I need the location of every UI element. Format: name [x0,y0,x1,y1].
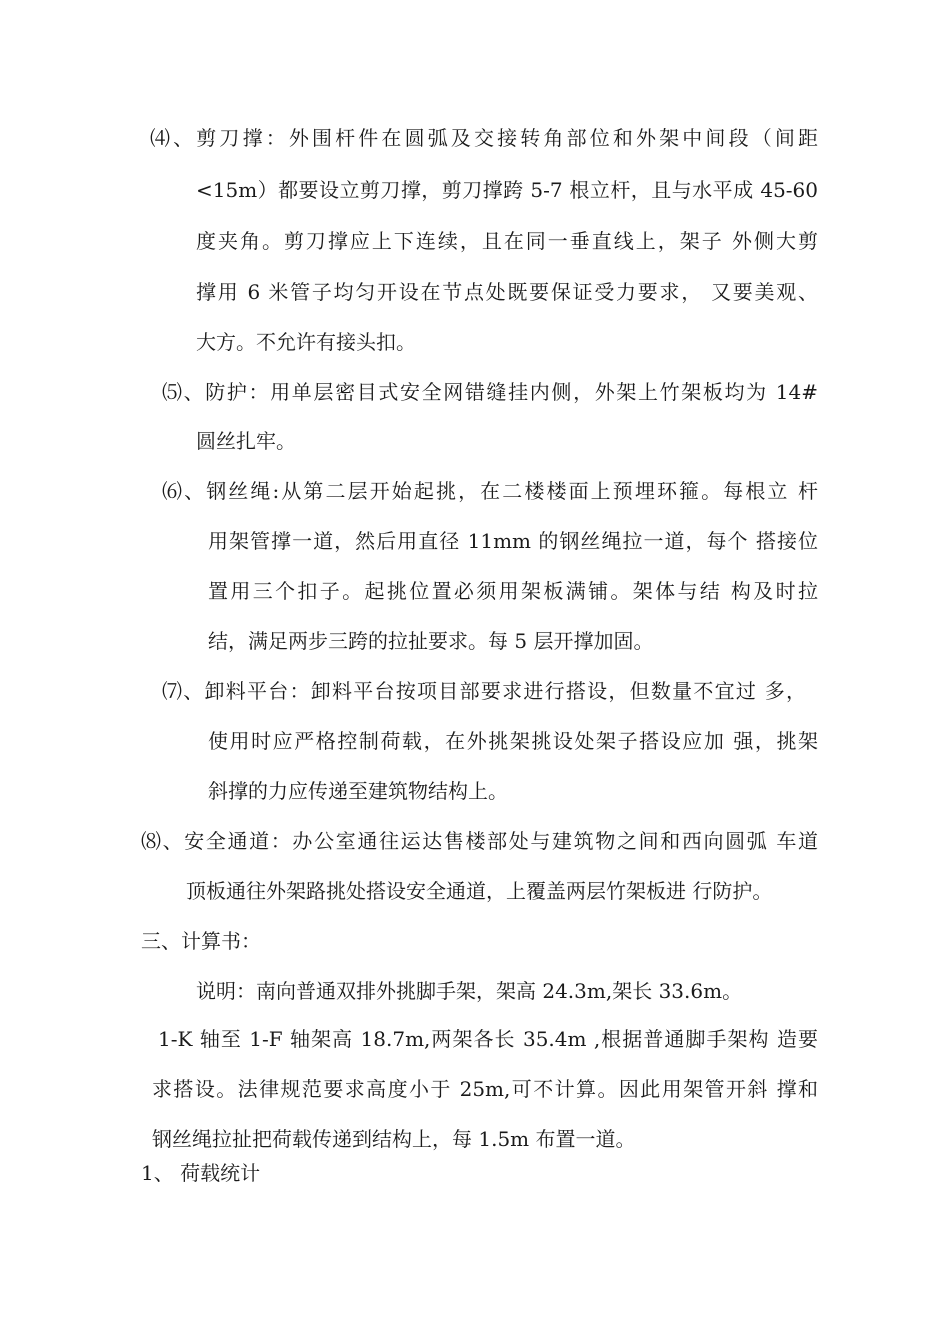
item5-line-2: 圆丝扎牢。 [196,429,296,453]
item7-line-3: 斜撑的力应传递至建筑物结构上。 [208,779,508,803]
item6-line-1: ⑹、钢丝绳:从第二层开始起挑，在二楼楼面上预埋环箍。每根立 杆 [162,479,818,503]
item5-line-1: ⑸、防护：用单层密目式安全网错缝挂内侧，外架上竹架板均为 14# [162,380,818,404]
section3-line-3: 求搭设。法律规范要求高度小于 25m,可不计算。因此用架管开斜 撑和 [152,1077,818,1101]
item7-line-1: ⑺、卸料平台：卸料平台按项目部要求进行搭设，但数量不宜过 多， [162,679,806,703]
section3-line-1: 说明：南向普通双排外挑脚手架，架高 24.3m,架长 33.6m。 [196,979,743,1003]
section3-line-2: 1-K 轴至 1-F 轴架高 18.7m,两架各长 35.4m ,根据普通脚手架构 造要 [158,1027,818,1051]
item6-line-3: 置用三个扣子。起挑位置必须用架板满铺。架体与结 构及时拉 [208,579,818,603]
item8-line-1: ⑻、安全通道：办公室通往运达售楼部处与建筑物之间和西向圆弧 车道 [141,829,818,853]
item4-line-5: 大方。不允许有接头扣。 [196,330,416,354]
item4-line-3: 度夹角。剪刀撑应上下连续，且在同一垂直线上，架子 外侧大剪 [196,229,818,253]
item4-line-2: <15m）都要设立剪刀撑，剪刀撑跨 5-7 根立杆，且与水平成 45-60 [196,178,818,202]
section3-heading: 三、计算书： [141,929,261,953]
item4-line-4: 撑用 6 米管子均匀开设在节点处既要保证受力要求， 又要美观、 [196,280,818,304]
item6-line-4: 结，满足两步三跨的拉扯要求。每 5 层开撑加固。 [208,629,654,653]
item8-line-2: 顶板通往外架路挑处搭设安全通道，上覆盖两层竹架板进 行防护。 [186,879,773,903]
item7-line-2: 使用时应严格控制荷载，在外挑架挑设处架子搭设应加 强，挑架 [208,729,818,753]
item6-line-2: 用架管撑一道，然后用直径 11mm 的钢丝绳拉一道，每个 搭接位 [208,529,818,553]
item4-line-1: ⑷、剪刀撑：外围杆件在圆弧及交接转角部位和外架中间段（间距 [150,126,818,150]
section3-sub1-heading: 1、 荷载统计 [141,1161,261,1185]
section3-line-4: 钢丝绳拉扯把荷载传递到结构上，每 1.5m 布置一道。 [152,1127,636,1151]
